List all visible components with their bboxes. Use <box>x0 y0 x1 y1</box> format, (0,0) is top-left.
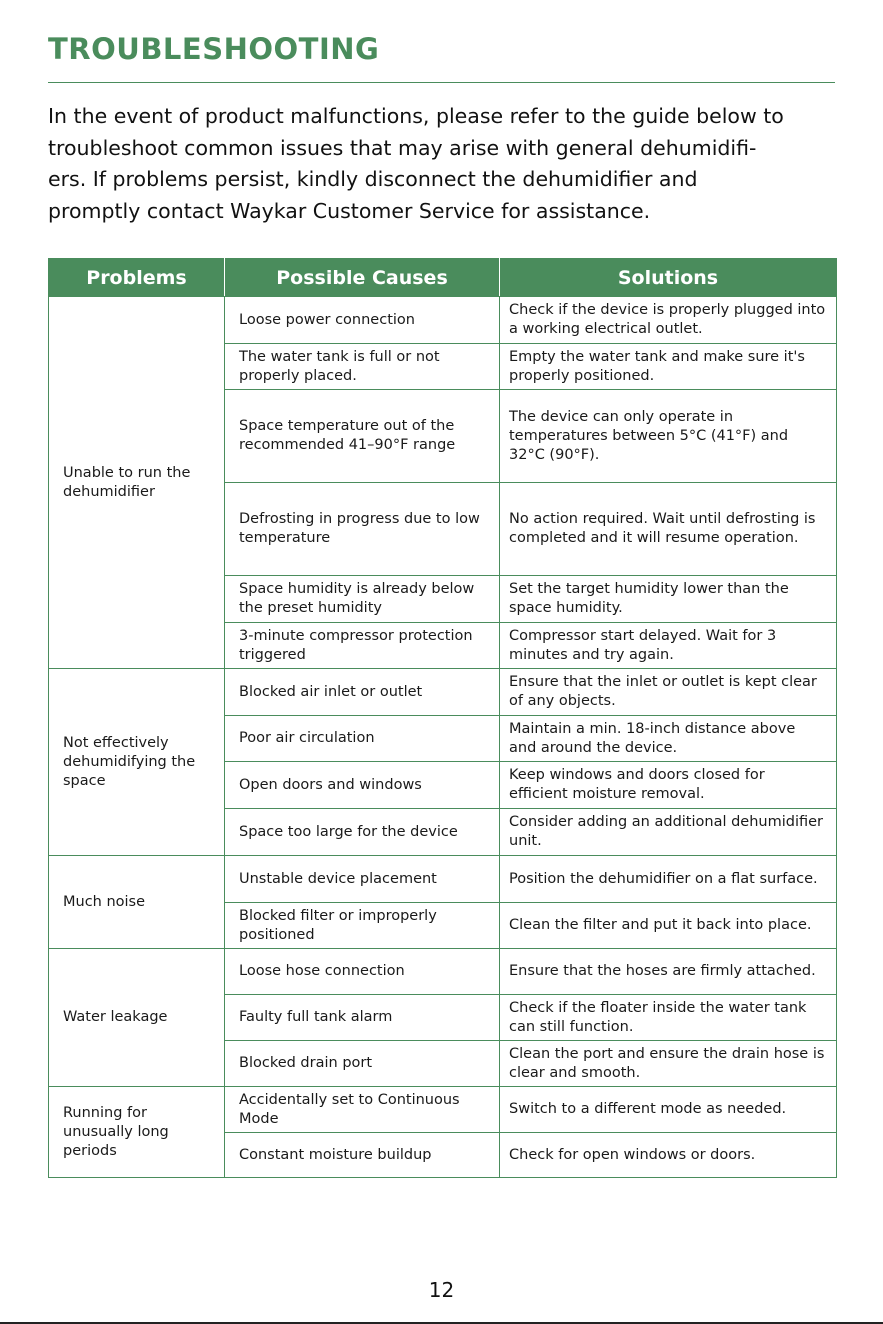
solution-cell: Clean the filter and put it back into place. <box>500 903 837 949</box>
table-row <box>49 669 837 716</box>
solution-cell: Clean the port and ensure the drain hose is clear and smooth. <box>500 1041 837 1087</box>
cause-cell: Space too large for the device <box>225 809 500 856</box>
solution-cell: Check if the floater inside the water tank can still function. <box>500 995 837 1041</box>
solution-cell: Consider adding an additional dehumidifier unit. <box>500 809 837 856</box>
cause-cell: Loose hose connection <box>225 949 500 995</box>
intro-line: ers. If problems persist, kindly disconnect the dehumidifier and <box>48 167 698 191</box>
solution-cell: The device can only operate in temperatures between 5°C (41°F) and 32°C (90°F). <box>500 390 837 483</box>
column-header-causes: Possible Causes <box>225 259 500 297</box>
problem-cell: Much noise <box>49 856 225 949</box>
table-header-row <box>49 259 837 297</box>
title-divider <box>48 82 835 83</box>
solution-cell: Ensure that the hoses are firmly attached. <box>500 949 837 995</box>
page-title: TROUBLESHOOTING <box>48 32 380 66</box>
page-number: 12 <box>428 1278 455 1302</box>
cause-cell: Faulty full tank alarm <box>225 995 500 1041</box>
cause-cell: 3-minute compressor protection triggered <box>225 623 500 669</box>
table-row <box>49 297 837 344</box>
cause-cell: Blocked drain port <box>225 1041 500 1087</box>
cause-cell: Loose power connection <box>225 297 500 344</box>
solution-cell: Maintain a min. 18-inch distance above and around the device. <box>500 716 837 762</box>
solution-cell: Switch to a different mode as needed. <box>500 1087 837 1133</box>
column-header-solutions: Solutions <box>500 259 837 297</box>
solution-cell: Compressor start delayed. Wait for 3 minutes and try again. <box>500 623 837 669</box>
cause-cell: The water tank is full or not properly placed. <box>225 344 500 390</box>
intro-paragraph <box>48 101 843 227</box>
table-row <box>49 856 837 903</box>
cause-cell: Space temperature out of the recommended 41–90°F range <box>225 390 500 483</box>
problem-cell: Running for unusually long periods <box>49 1087 225 1178</box>
solution-cell: Ensure that the inlet or outlet is kept clear of any objects. <box>500 669 837 716</box>
table-row <box>49 1087 837 1133</box>
table-body <box>49 297 837 1178</box>
table-row <box>49 949 837 995</box>
cause-cell: Blocked air inlet or outlet <box>225 669 500 716</box>
column-header-problems: Problems <box>49 259 225 297</box>
problem-cell: Unable to run the dehumidifier <box>49 297 225 669</box>
solution-cell: Check if the device is properly plugged into a working electrical outlet. <box>500 297 837 344</box>
solution-cell: No action required. Wait until defrosting is completed and it will resume operation. <box>500 483 837 576</box>
cause-cell: Defrosting in progress due to low temperature <box>225 483 500 576</box>
solution-cell: Keep windows and doors closed for efficient moisture removal. <box>500 762 837 809</box>
solution-cell: Check for open windows or doors. <box>500 1133 837 1178</box>
solution-cell: Position the dehumidifier on a flat surface. <box>500 856 837 903</box>
intro-line: promptly contact Waykar Customer Service for assistance. <box>48 198 651 223</box>
troubleshooting-table <box>48 258 837 1178</box>
cause-cell: Constant moisture buildup <box>225 1133 500 1178</box>
problem-cell: Water leakage <box>49 949 225 1087</box>
cause-cell: Unstable device placement <box>225 856 500 903</box>
cause-cell: Accidentally set to Continuous Mode <box>225 1087 500 1133</box>
solution-cell: Empty the water tank and make sure it's properly positioned. <box>500 344 837 390</box>
solution-cell: Set the target humidity lower than the space humidity. <box>500 576 837 623</box>
intro-line: In the event of product malfunctions, please refer to the guide below to <box>48 104 784 128</box>
intro-line: troubleshoot common issues that may arise with general dehumidifi- <box>48 135 757 160</box>
cause-cell: Poor air circulation <box>225 716 500 762</box>
cause-cell: Space humidity is already below the preset humidity <box>225 576 500 623</box>
cause-cell: Blocked filter or improperly positioned <box>225 903 500 949</box>
cause-cell: Open doors and windows <box>225 762 500 809</box>
problem-cell: Not effectively dehumidifying the space <box>49 669 225 856</box>
